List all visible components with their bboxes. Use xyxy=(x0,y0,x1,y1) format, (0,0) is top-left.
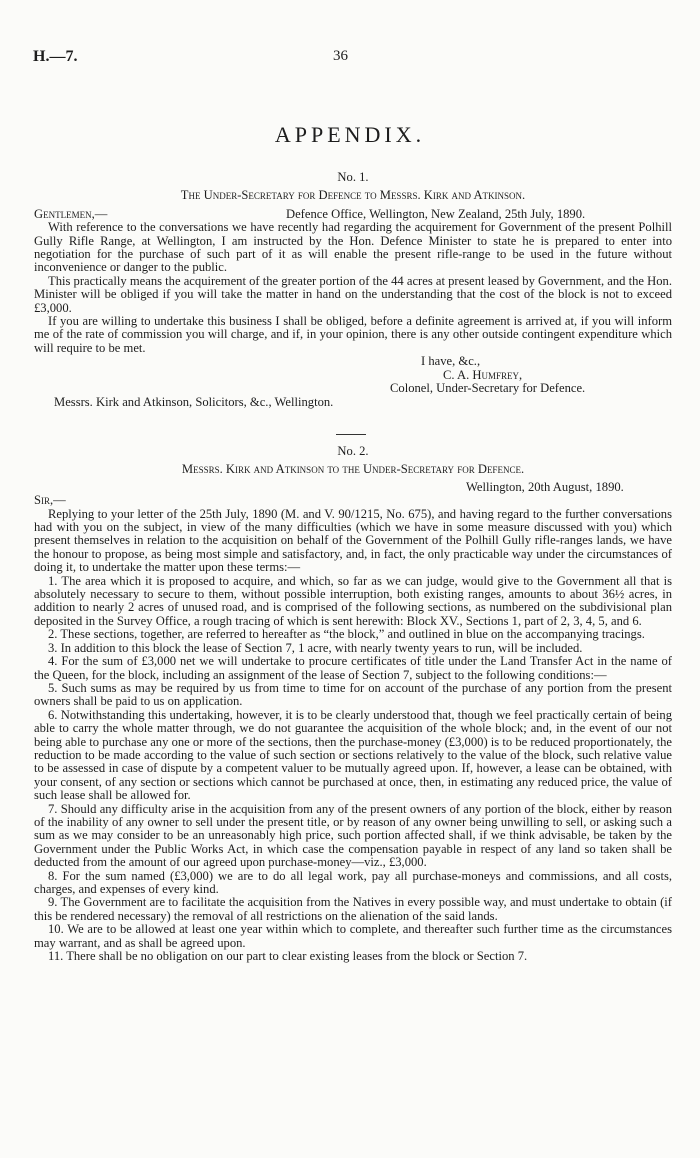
letter-1-signature-title: Colonel, Under-Secretary for Defence. xyxy=(390,381,586,396)
letter-1-salutation: Gentlemen,— xyxy=(34,206,108,221)
term-10: 10. We are to be allowed at least one year within which to complete, and thereafter such further time as the circumstances may warrant, and as shall be agreed upon. xyxy=(34,922,672,950)
letter-2-salutation: Sir,— xyxy=(34,493,66,508)
term-3: 3. In addition to this block the lease of Section 7, 1 acre, with nearly twenty years to run, will be included. xyxy=(48,640,583,655)
term-11: 11. There shall be no obligation on our part to clear existing leases from the block or Section 7. xyxy=(48,949,528,964)
letter-1-number: No. 1. xyxy=(337,170,369,184)
letter-1-dateline: Defence Office, Wellington, New Zealand, 25th July, 1890. xyxy=(286,206,586,221)
letter-2-intro: Replying to your letter of the 25th July, 1890 (M. and V. 90/1215, No. 675), and having regard to the further conversations had with you on the subject, in view of the many difficulties (which we have in some measure discussed with you) which present themselves in relation to the acquisition on behalf of the Government of the Polhill Gully rifle-ranges lands, we have the honour to propose, as being most simple and satisfactory, and, in fact, the only practicable way under the circumstances of doing it, to undertake the matter upon these terms:— xyxy=(34,506,672,575)
term-7: 7. Should any difficulty arise in the acquisition from any of the present owners of any portion of the block, either by reason of the inability of any owner to sell under the present title, or by reason of any owner being unwilling to sell, or asking such a sum as we may consider to be an unreasonably high price, such portion affected shall, if we think advisable, be taken by the Government under the Public Works Act, in which case the compensation payable in respect of any land so taken shall be deducted from the amount of our agreed upon purchase-money—viz., £3,000. xyxy=(34,801,672,870)
letter-1-closing: I have, &c., xyxy=(421,354,481,369)
letter-2-heading: Messrs. Kirk and Atkinson to the Under-Secretary for Defence. xyxy=(181,462,525,477)
letter-2-dateline: Wellington, 20th August, 1890. xyxy=(466,479,624,494)
letter-2 xyxy=(34,445,672,963)
letter-1-paragraph: If you are willing to undertake this business I shall be obliged, before a definite agreement is arrived at, if you will inform me of the rate of commission you will charge, and if, in your opinion, there is any other outside contingent expenditure which will require to be met. xyxy=(34,314,672,355)
term-6: 6. Notwithstanding this undertaking, however, it is to be clearly understood that, though we feel practically certain of being able to carry the whole matter through, we do not guarantee the acquisition of the whole block; and, in the event of our not being able to purchase any one or more of the sections, then the purchase-money (£3,000) is to be reduced proportionately, the reduction to be made according to the value of such section or sections relatively to the value of the block, such relative value to be assessed in case of dispute by a competent valuer to be mutually agreed upon. If, however, a lease can be obtained, with your consent, of any section or sections which cannot be purchased at once, then, in estimating any reduced price, the value of such lease shall be allowed for. xyxy=(34,707,672,803)
report-reference: H.—7. xyxy=(33,48,78,65)
letter-1-signature: C. A. Humfrey, xyxy=(443,367,523,382)
letter-1-heading: The Under-Secretary for Defence to Messrs. Kirk and Atkinson. xyxy=(180,188,526,203)
term-9: 9. The Government are to facilitate the acquisition from the Natives in every possible way, and must undertake to obtain (if this be rendered necessary) the removal of all restrictions on the alienation of the said lands. xyxy=(34,895,672,923)
term-5: 5. Such sums as may be required by us from time to time for on account of the purchase of any portion from the present owners shall be paid to us on application. xyxy=(34,680,672,709)
letter-1-addressee: Messrs. Kirk and Atkinson, Solicitors, &c., Wellington. xyxy=(54,394,334,409)
term-4: 4. For the sum of £3,000 net we will undertake to procure certificates of title under the Land Transfer Act in the name of the Queen, for the block, including an assignment of the lease of Section 7, subject to the following conditions:— xyxy=(34,654,672,682)
letter-2-number: No. 2. xyxy=(337,444,369,458)
letter-1-paragraph: This practically means the acquirement of the greater portion of the 44 acres at present leased by Government, and the Hon. Minister will be obliged if you will take the matter in hand on the understanding that the cost of the block is not to exceed £3,000. xyxy=(34,273,672,315)
term-8: 8. For the sum named (£3,000) we are to do all legal work, pay all purchase-moneys and commissions, and all costs, charges, and expenses of every kind. xyxy=(34,868,672,896)
page-number: 36 xyxy=(333,48,348,64)
section-divider xyxy=(336,434,366,435)
term-2: 2. These sections, together, are referred to hereafter as “the block,” and outlined in blue on the accompanying tracings. xyxy=(48,627,645,642)
appendix-title: APPENDIX. xyxy=(274,122,426,147)
letter-1-paragraph: With reference to the conversations we have recently had regarding the acquirement for Government of the present Polhill Gully Rifle Range, at Wellington, I am instructed by the Hon. Defence Minister to state he is prepared to enter into negotiation for the purchase of such part of it as will enable the present rifle-range to be used in the future without inconvenience or danger to the public. xyxy=(34,220,672,275)
letter-1 xyxy=(34,171,672,409)
term-1: 1. The area which it is proposed to acquire, and which, so far as we can judge, would give to the Government all that is absolutely necessary to secure to them, without possible interruption, both existing ranges, amounts to about 36½ acres, in addition to nearly 2 acres of unused road, and is comprised of the following sections, as numbered on the subdivisional plan deposited in the Survey Office, a rough tracing of which is sent herewith: Block XV., Sections 1, part of 2, 3, 4, 5, and 6. xyxy=(34,573,672,628)
